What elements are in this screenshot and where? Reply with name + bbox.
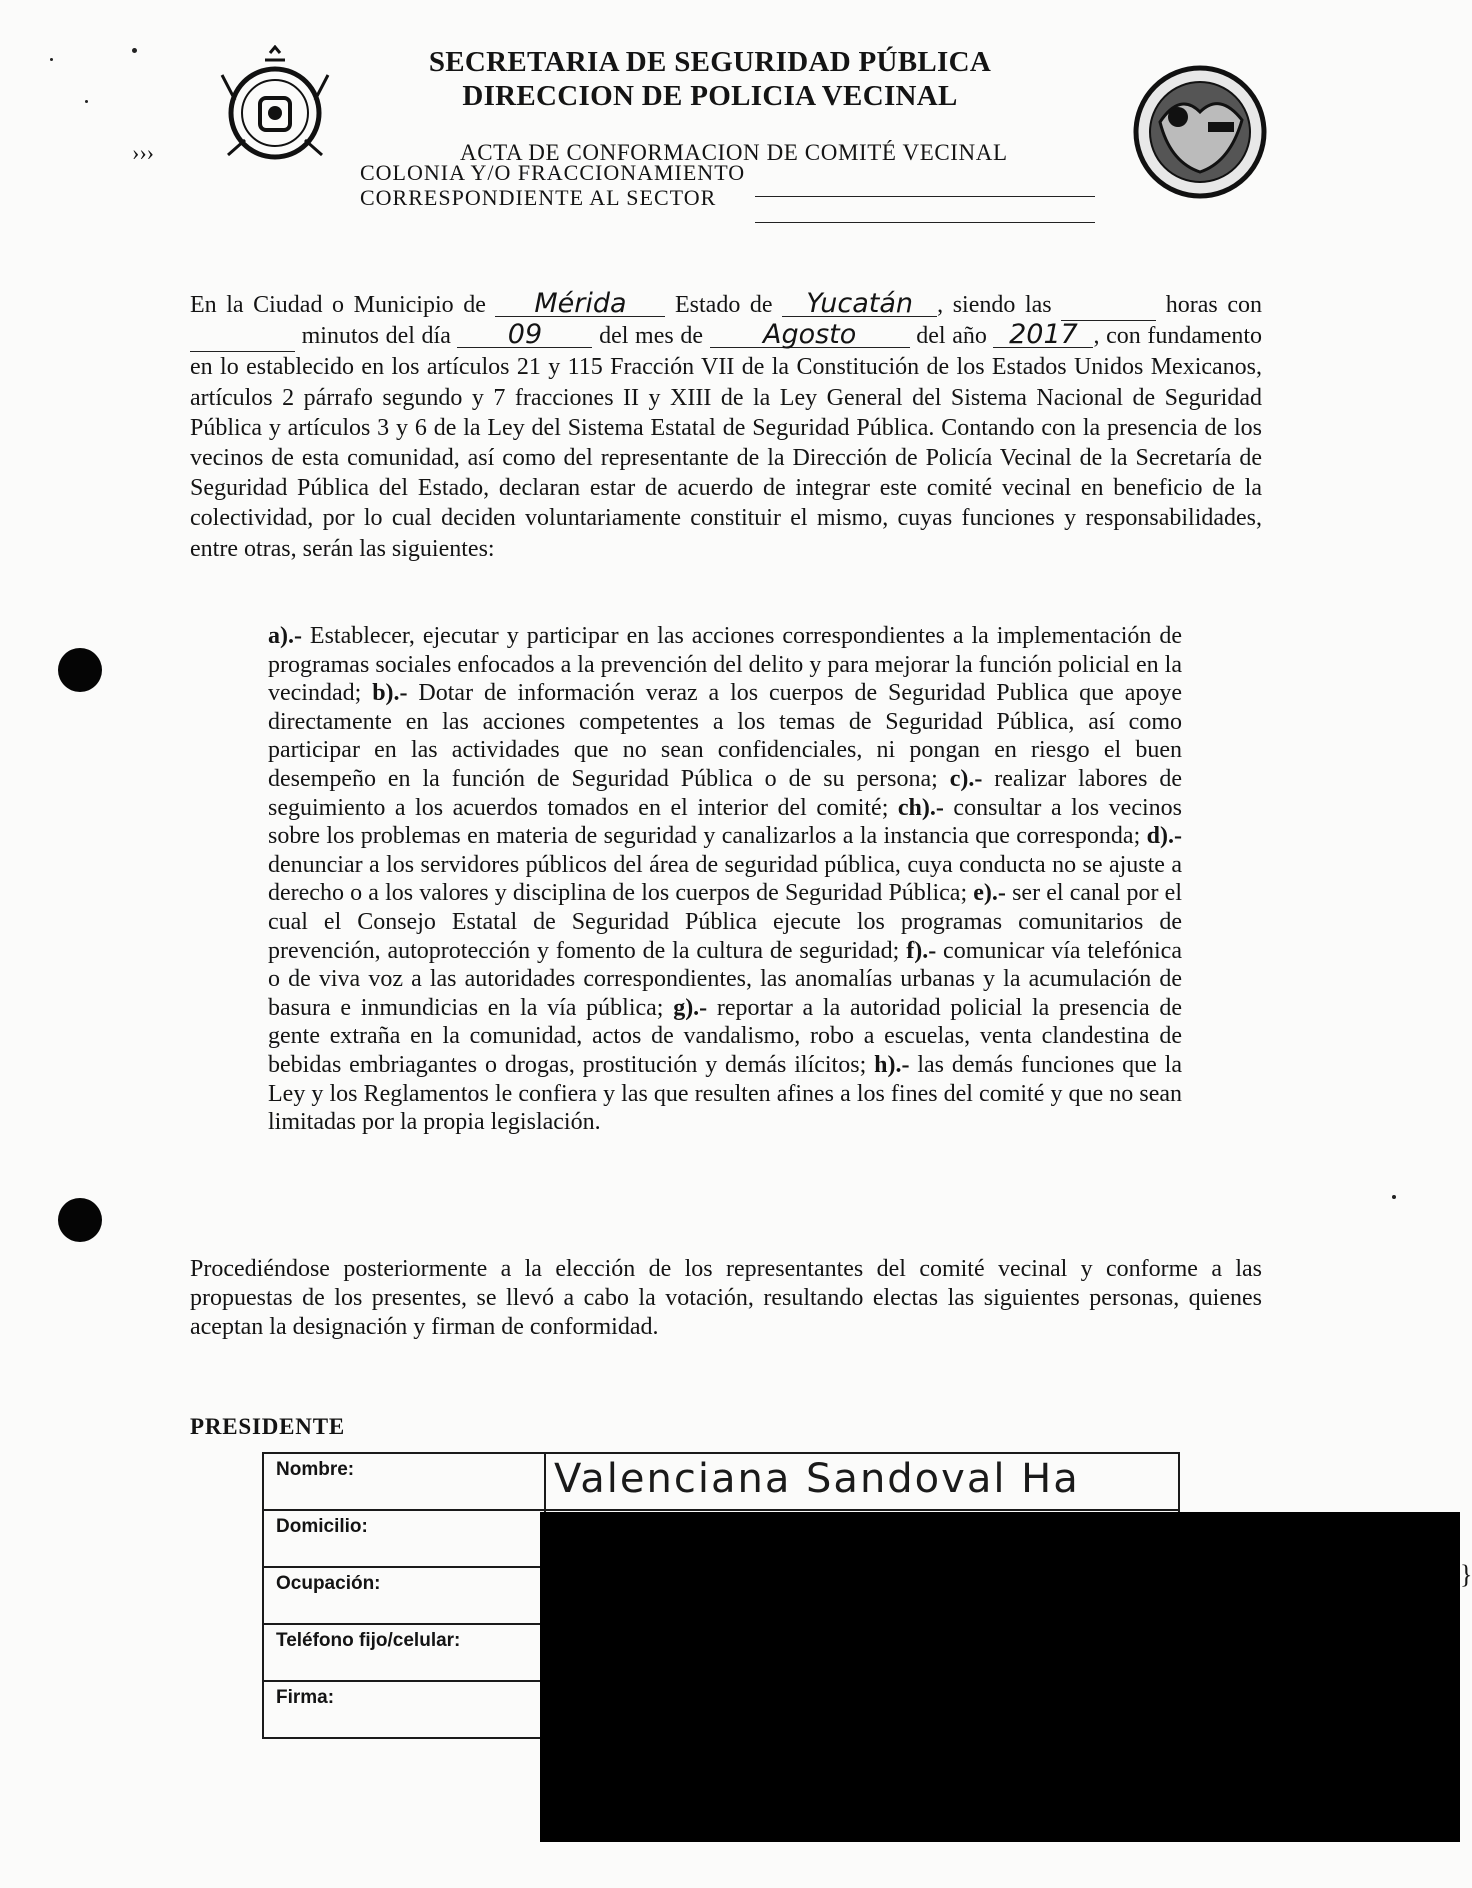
intro-text: Estado de [675,292,773,318]
function-text: consultar a los vecinos sobre los problemas en materia de seguridad y canalizarlos a la instancia que corresponda; [268,794,1182,850]
intro-text: del mes de [599,323,703,350]
colonia-line [755,196,1095,197]
scan-speck [1392,1195,1396,1199]
ocupacion-label: Ocupación: [263,1567,545,1624]
intro-text: , siendo las [937,292,1052,318]
function-letter: h).- [874,1051,910,1078]
function-text: realizar labores de seguimiento a los acuerdos tomados en el interior del comité; [268,765,1183,821]
function-text: denunciar a los servidores públicos del área de seguridad pública, cuya conducta no se ajuste a derecho o a los valores y disciplina de los cuerpos de Seguridad Pública; [268,851,1182,907]
function-letter: g).- [673,994,708,1021]
nombre-label: Nombre: [263,1453,545,1510]
mes-field: Agosto [710,323,910,348]
acta-title: ACTA DE CONFORMACION DE COMITÉ VECINAL [460,140,1008,165]
president-heading: PRESIDENTE [190,1414,345,1439]
police-seal-icon [210,45,340,175]
intro-text: En la Ciudad o Municipio de [190,292,486,318]
telefono-label: Teléfono fijo/celular: [263,1624,545,1681]
consejo-estatal-seal-icon [1130,62,1270,202]
functions-paragraph [268,622,1182,1137]
ciudad-field: Mérida [495,292,665,317]
function-letter: d).- [1146,823,1182,850]
function-text: comunicar vía telefónica o de viva voz a las autoridades correspondientes, las anomalías urbanas y la acumulación de basura e inmundicias en la vía pública; [268,937,1182,1021]
colonia-label: COLONIA Y/O FRACCIONAMIENTO [360,160,746,185]
hora-blank [1061,290,1156,321]
scan-speck [50,58,53,61]
function-letter: c).- [949,765,983,792]
function-letter: ch).- [897,794,944,821]
intro-text: minutos del día [301,323,451,350]
function-text: ser el canal por el cual el Consejo Estatal de Seguridad Pública ejecute los programas comunitarios de prevención, autoprotección y fomento de la cultura de seguridad; [268,880,1182,964]
punch-hole-top [58,648,102,692]
dia-field: 09 [457,323,592,348]
scan-mark: } [1460,1560,1472,1589]
function-letter: f).- [906,937,937,964]
scan-speck [132,48,137,53]
sector-line [755,222,1095,223]
header-secretaria: SECRETARIA DE SEGURIDAD PÚBLICA [428,46,992,78]
function-letter: b).- [372,680,408,707]
function-letter: a).- [268,623,302,649]
function-text: las demás funciones que la Ley y los Reglamentos le confiera y las que resulten afines a los fines del comité y que no sean limitadas por la propia legislación. [268,1051,1183,1136]
header-direccion: DIRECCION DE POLICIA VECINAL [462,80,958,112]
nombre-value: Valenciana Sandoval Ha [554,1456,1080,1502]
closing-paragraph: Procediéndose posteriormente a la elección de los representantes del comité vecinal y conforme a las propuestas de los presentes, se llevó a cabo la votación, resultando electas las siguientes personas, quienes aceptan la designación y firman de conformidad. [190,1256,1262,1340]
domicilio-label: Domicilio: [263,1510,545,1567]
nombre-field[interactable] [545,1453,1179,1510]
intro-text: horas con [1165,292,1262,318]
estado-field: Yucatán [782,292,937,317]
intro-text: del año [916,323,987,350]
table-row [263,1453,1179,1510]
scan-speck [85,100,88,103]
scan-mark: ››› [132,140,154,165]
function-letter: e).- [973,880,1006,907]
function-text: Establecer, ejecutar y participar en las acciones correspondientes a la implementación de programas sociales enfocados a la prevención del delito y para mejorar la función policial en la vecindad; [268,623,1182,707]
anio-field: 2017 [993,323,1093,348]
sector-label: CORRESPONDIENTE AL SECTOR [360,185,717,210]
intro-text: , con fundamento en lo establecido en los artículos 21 y 115 Fracción VII de la Constitución de los Estados Unidos Mexicanos, artículos 2 párrafo segundo y 7 fracciones II y XIII de la Ley General del Sistema Nacional de Seguridad Pública y artículos 3 y 6 de la Ley del Sistema Estatal de Seguridad Pública. Contando con la presencia de los vecinos de esta comunidad, así como del representante de la Dirección de Policía Vecinal de la Secretaría de Seguridad Pública del Estado, declaran estar de acuerdo de integrar este comité vecinal en beneficio de la colectividad, por lo cual deciden voluntariamente constituir el mismo, cuyas funciones y responsabilidades, entre otras, serán las siguientes: [190,323,1263,562]
firma-label: Firma: [263,1681,545,1738]
minutos-blank [190,321,295,352]
function-text: Dotar de información veraz a los cuerpos de Seguridad Publica que apoye directamente en las acciones competentes a los temas de Seguridad Pública, así como participar en las actividades que no sean confidenciales, ni pongan en riesgo el buen desempeño en la función de Seguridad Pública o de su persona; [268,680,1182,792]
intro-paragraph [190,290,1262,564]
punch-hole-bottom [58,1198,102,1242]
redaction-box [540,1512,1460,1842]
function-text: reportar a la autoridad policial la presencia de gente extraña en la comunidad, actos de vandalismo, robo a escuelas, venta clandestina de bebidas embriagantes o drogas, prostitución y demás ilícitos; [268,994,1182,1078]
